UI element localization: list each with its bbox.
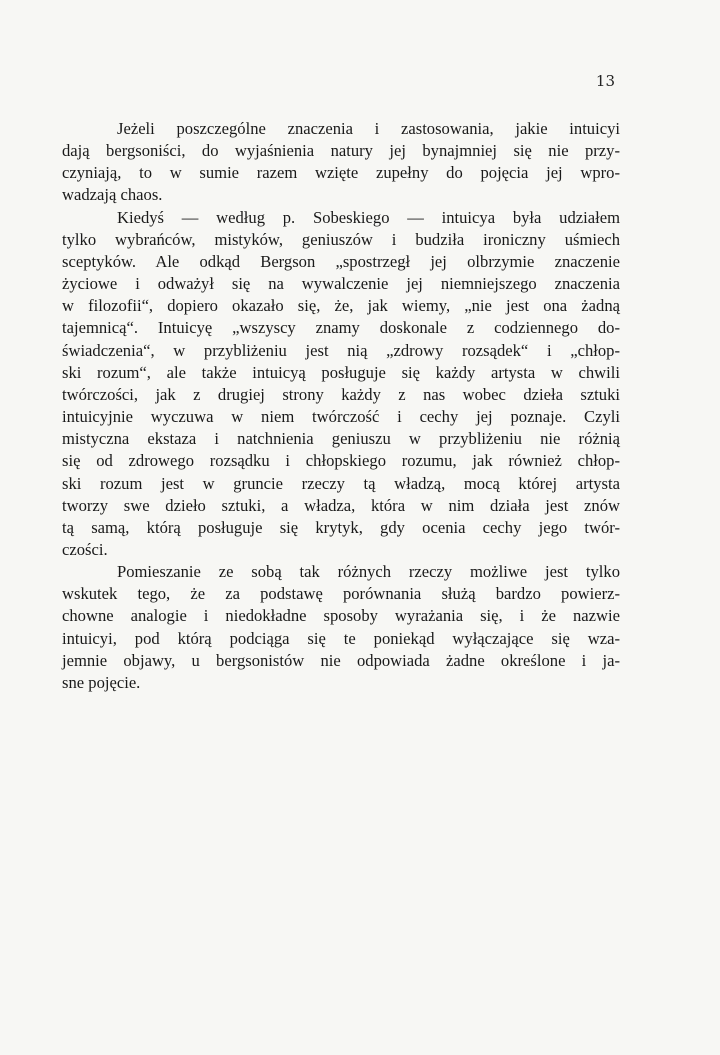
text-line: się od zdrowego rozsądku i chłopskiego rozumu, jak również chłop-	[62, 451, 620, 471]
text-line: w filozofii“, dopiero okazało się, że, jak wiemy, „nie jest ona żadną	[62, 296, 620, 316]
text-line: tylko wybrańców, mistyków, geniuszów i budziła ironiczny uśmiech	[62, 229, 620, 249]
text-line: jemnie objawy, u bergsonistów nie odpowiada żadne określone i ja-	[62, 650, 620, 670]
text-line: tą samą, którą posługuje się krytyk, gdy ocenia cechy jego twór-	[62, 517, 620, 537]
page-number: 13	[595, 72, 615, 90]
text-line: tajemnicą“. Intuicyę „wszyscy znamy doskonale z codziennego do-	[62, 318, 620, 338]
text-line: wskutek tego, że za podstawę porównania służą bardzo powierz-	[62, 584, 620, 604]
body-text	[62, 118, 620, 694]
text-line: życiowe i odważył się na wywalczenie jej niemniejszego znaczenia	[62, 274, 620, 294]
paragraph	[62, 207, 620, 562]
text-line: sceptyków. Ale odkąd Bergson „spostrzegł jej olbrzymie znaczenie	[62, 251, 620, 271]
text-line: czyniają, to w sumie razem wzięte zupełny do pojęcia jej wpro-	[62, 163, 620, 183]
text-line: chowne analogie i niedokładne sposoby wyrażania się, i że nazwie	[62, 606, 620, 626]
text-line: intuicyjnie wyczuwa w niem twórczość i cechy jej poznaje. Czyli	[62, 407, 620, 427]
text-line: mistyczna ekstaza i natchnienia geniuszu w przybliżeniu nie różnią	[62, 429, 620, 449]
text-line: intuicyi, pod którą podciąga się te poniekąd wyłączające się wza-	[62, 628, 620, 648]
text-line: sne pojęcie.	[62, 672, 141, 692]
text-line: wadzają chaos.	[62, 185, 163, 205]
text-line: ski rozum jest w gruncie rzeczy tą władzą, mocą której artysta	[62, 473, 620, 493]
text-line: czości.	[62, 539, 108, 559]
text-line: świadczenia“, w przybliżeniu jest nią „zdrowy rozsądek“ i „chłop-	[62, 340, 620, 360]
text-line: twórczości, jak z drugiej strony każdy z nas wobec dzieła sztuki	[62, 384, 620, 404]
paragraph	[62, 118, 620, 207]
text-line: Pomieszanie ze sobą tak różnych rzeczy możliwe jest tylko	[117, 562, 620, 582]
text-line: Kiedyś — według p. Sobeskiego — intuicya była udziałem	[117, 207, 620, 227]
text-line: tworzy swe dzieło sztuki, a władza, która w nim działa jest znów	[62, 495, 620, 515]
paragraph	[62, 561, 620, 694]
text-line: dają bergsoniści, do wyjaśnienia natury jej bynajmniej się nie przy-	[62, 141, 620, 161]
text-line: ski rozum“, ale także intuicyą posługuje się każdy artysta w chwili	[62, 362, 620, 382]
text-line: Jeżeli poszczególne znaczenia i zastosowania, jakie intuicyi	[117, 119, 620, 138]
